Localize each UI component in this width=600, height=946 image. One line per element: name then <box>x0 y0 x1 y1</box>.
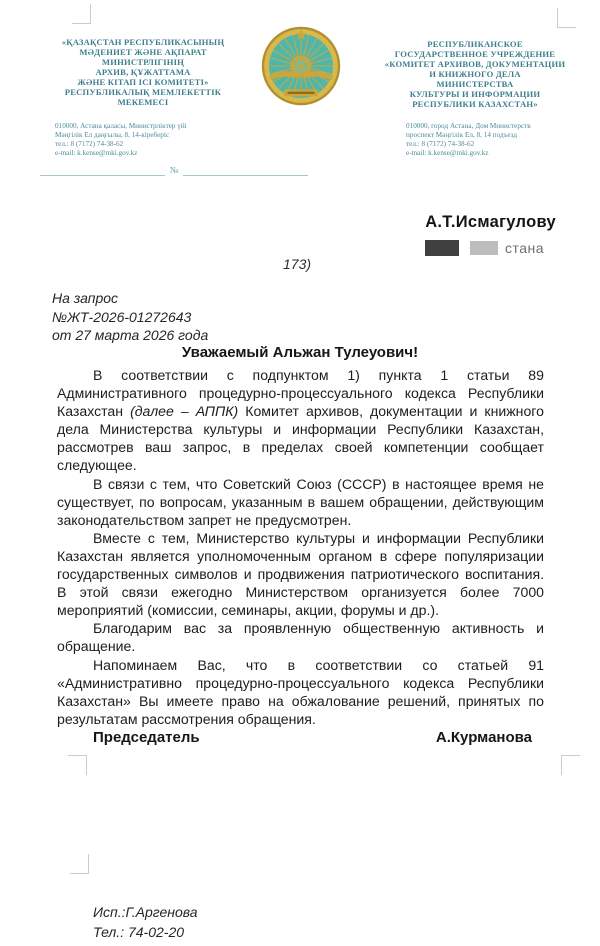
executor-name: Исп.:Г.Аргенова <box>93 904 198 920</box>
redacted-address-line <box>425 239 575 257</box>
text-line: МИНИСТЕРСТВА <box>436 79 514 89</box>
text-line: ЖӘНЕ КІТАП ІСІ КОМИТЕТІ» <box>77 77 209 87</box>
addressee-name: А.Т.Исмагулову <box>425 213 556 231</box>
paragraph-1-italic: (далее – АППК) <box>130 403 239 420</box>
text-line: На запрос <box>52 290 119 306</box>
text-line: МИНИСТРЛІГІНІҢ <box>101 57 185 67</box>
redacted-text-remnant: стана <box>505 240 545 256</box>
signature-row <box>57 729 544 746</box>
text-line: 010000, город Астана, Дом Министерств <box>406 122 531 130</box>
outgoing-number-line <box>40 162 308 176</box>
text-line: РЕСПУБЛИКАНСКОЕ <box>427 39 523 49</box>
text-line: Мәңгілік Ел даңғылы, 8, 14-кіреберіс <box>55 130 170 139</box>
redaction-box-light <box>470 241 498 255</box>
number-sign: № <box>169 165 179 175</box>
fold-mark-top-left <box>72 4 91 24</box>
text-line: РЕСПУБЛИКАЛЫҚ МЕМЛЕКЕТТІК <box>64 87 222 97</box>
text-line: РЕСПУБЛИКИ КАЗАХСТАН» <box>412 99 538 109</box>
text-line: 010000, Астана қаласы, Министрліктер үйі <box>55 122 187 130</box>
letter-body <box>57 366 544 728</box>
text-line: тел.: 8 (7172) 74-38-62 <box>55 139 124 148</box>
executor-phone: Тел.: 74-02-20 <box>93 923 185 940</box>
org-address-kazakh <box>55 122 270 158</box>
text-line: №ЖТ-2026-01272643 <box>52 308 192 325</box>
paragraph-1-text: В соответствии с подпунктом 1) пункта 1 статьи 89 Административного процедурно-процессуального кодекса Республики Казахстан <box>57 367 544 420</box>
org-address-russian <box>406 122 591 158</box>
text-line: АРХИВ, ҚҰЖАТТАМА <box>95 67 191 77</box>
request-reference <box>52 289 208 345</box>
paragraph-2: В связи с тем, что Советский Союз (СССР) в настоящее время не существует, по вопросам, указанным в вашем обращении, действующим законодательством запрет не предусмотрен. <box>57 475 544 528</box>
text-line: от 27 марта 2026 года <box>52 327 209 343</box>
fold-mark-middle-left <box>68 755 87 775</box>
executor-info <box>93 903 198 942</box>
fold-mark-bottom-left <box>70 854 89 874</box>
text-line: тел.: 8 (7172) 74-38-62 <box>406 139 475 148</box>
text-line: И КНИЖНОГО ДЕЛА <box>429 69 521 79</box>
paragraph-1-text-cont: Комитет архивов, документации и книжного дела Министерства культуры и информации Республики Казахстан, рассмотрев ваш запрос, в пределах своей компетенции сообщает следующее. <box>57 403 544 474</box>
redaction-box-dark <box>425 240 459 256</box>
paragraph-4: Благодарим вас за проявленную общественную активность и обращение. <box>57 620 544 655</box>
text-line: КУЛЬТУРЫ И ИНФОРМАЦИИ <box>409 89 541 99</box>
paragraph-3: Вместе с тем, Министерство культуры и информации Республики Казахстан является уполномоченным органом в сфере популяризации государственных символов и продвижения патриотического воспитания. В этой связи ежегодно Министерством организуется более 7000 мероприятий (комиссии, семинары, акции, форумы и др.). <box>57 529 544 619</box>
fold-mark-middle-right <box>561 755 580 775</box>
text-line: МӘДЕНИЕТ ЖӘНЕ АҚПАРАТ <box>79 47 207 57</box>
text-line: «КОМИТЕТ АРХИВОВ, ДОКУМЕНТАЦИИ <box>384 59 566 69</box>
paragraph-5: Напоминаем Вас, что в соответствии со статьей 91 «Административно процедурно-процессуального кодекса Республики Казахстан» Вы имеете право на обжалование решений, принятых по результатам рассмотрения обращения. <box>57 656 544 727</box>
paragraph-1 <box>57 366 544 475</box>
text-line: проспект Мәңгілік Ел, 8, 14 подъезд <box>406 130 518 139</box>
text-line: e-mail: k.kense@mki.gov.kz <box>406 148 489 157</box>
signer-name: А.Курманова <box>435 729 532 746</box>
text-line: «ҚАЗАҚСТАН РЕСПУБЛИКАСЫНЫҢ <box>61 37 225 47</box>
margin-note: 173) <box>283 256 312 272</box>
salutation: Уважаемый Альжан Тулеуович! <box>181 344 419 361</box>
text-line: e-mail: k.kense@mki.gov.kz <box>55 148 138 157</box>
text-line: ГОСУДАРСТВЕННОЕ УЧРЕЖДЕНИЕ <box>394 49 556 59</box>
signer-position: Председатель <box>93 729 200 746</box>
number-rule-left <box>40 174 165 176</box>
coat-of-arms-kazakhstan-icon <box>260 26 342 106</box>
org-name-russian <box>366 39 584 109</box>
fold-mark-top-right <box>557 8 576 28</box>
number-rule-right <box>183 174 308 176</box>
text-line: МЕКЕМЕСІ <box>117 97 169 107</box>
org-name-kazakh <box>28 37 258 107</box>
